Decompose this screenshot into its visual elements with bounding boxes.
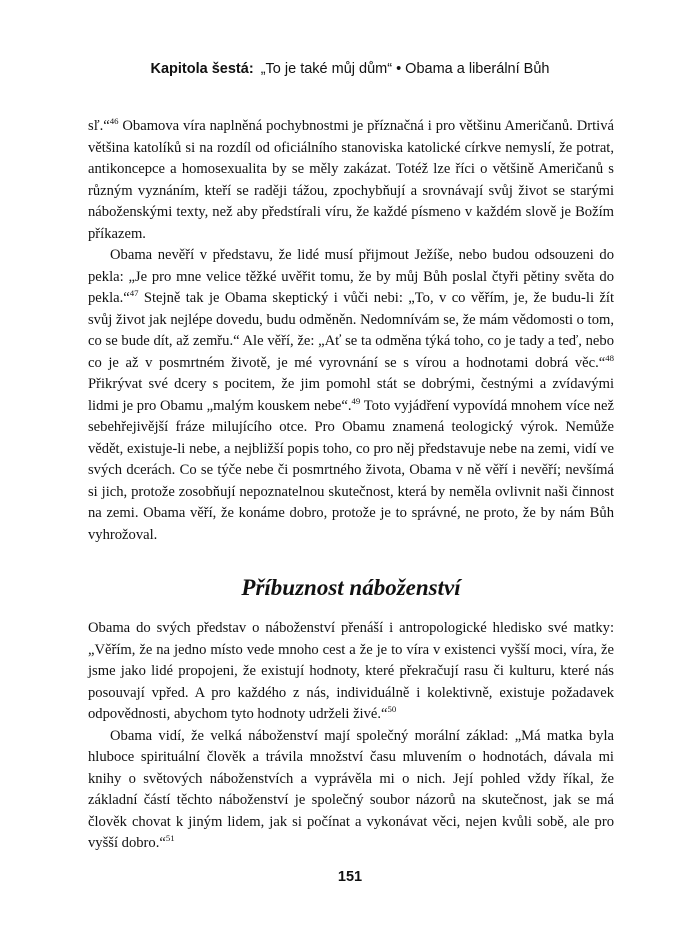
- section-heading: Příbuznost náboženství: [241, 575, 461, 600]
- chapter-title: „To je také můj dům“ • Obama a liberální Bůh: [260, 61, 550, 77]
- paragraphs-after-heading: [88, 618, 614, 855]
- footnote-reference: 50: [387, 704, 397, 715]
- paragraphs-before-heading: [88, 116, 614, 546]
- footnote-reference: 51: [165, 833, 175, 844]
- footnote-reference: 46: [109, 116, 119, 127]
- chapter-label: Kapitola šestá:: [150, 61, 254, 77]
- paragraph: Obama do svých představ o náboženství přenáší i antropologické hledisko své matky: „Věřím, že na jedno místo vede mnoho cest a že je to víra v existenci vyšší moci, víra, že jsme jako lidé propojeni, že existují hodnoty, které překračují rasu či kulturu, které nás posouvají vpřed. A pro každého z nás, individuálně i kolektivně, existuje požadavek odpovědnosti, abychom tyto hodnoty udrželi živé.“$^{50}$: [88, 620, 614, 722]
- page-number: 151: [337, 869, 363, 885]
- footnote-reference: 47: [129, 288, 139, 299]
- paragraph: Obama vidí, že velká náboženství mají společný morální základ: „Má matka byla hluboce spirituální člověk a trávila množství času mluvením o hodnotách, dávala mi knihy o světových náboženstvích a vyprávěla mi o nich. Její pohled vždy říkal, že základní částí těchto náboženství je společný soubor názorů na skutečnost, jak se má člověk chovat k jiným lidem, jak si počínat a vykonávat věci, nejen kvůli sobě, ale pro vyšší dobro.“$^{51}$: [88, 727, 614, 851]
- paragraph: Obama nevěří v představu, že lidé musí přijmout Ježíše, nebo budou odsouzeni do pekla: „Je pro mne velice těžké uvěřit tomu, že by můj Bůh poslal čtyři pětiny světa do pekla.“$^{47}$ Stejně tak je Obama skeptický i vůči nebi: „To, v co věřím, je, že budu-li žít svůj život jak nejlépe dovedu, budu odměněn. Nedomnívám se, že mám vědomosti o tom, co se bude dít, až zemřu.“ Ale věří, že: „Ať se ta odměna týká toho, co je tady a teď, nebo co je až v posmrtném životě, je mé vyrovnání se s vírou a hodnotami dobrá věc.“$^{48}$ Přikrývat své dcery s pocitem, že jim pomohl stát se dobrými, čestnými a zvídavými lidmi je pro Obamu „malým kouskem nebe“.$^{49}$ Toto vyjádření vypovídá mnohem více než sebehřejivější fráze milujícího otce. Pro Obamu znamená teologický výrok. Nemůže vědět, existuje-li nebe, a nejbližší popis toho, co pro něj představuje nebe na zemi, vidí ve svých dcerách. Co se týče nebe či posmrtného života, Obama v ně věří i nevěří; nevšímá si jich, protože zosobňují nepoznatelnou skutečnost, která by neměla ovlivnit naši činnost na zemi. Obama věří, že konáme dobro, protože je to správné, ne proto, že by nám Bůh vyhrožoval.: [88, 247, 614, 543]
- running-header: [0, 61, 700, 77]
- text-column: [88, 116, 614, 855]
- paragraph: sľ.“$^{46}$ Obamova víra naplněná pochybnostmi je příznačná i pro většinu Američanů. Drtivá většina katolíků si na rozdíl od oficiálního stanoviska katolické církve nemyslí, že potrat, antikoncepce a homosexualita by se měly zakázat. Totéž lze říci o většině Američanů s různým vyznáním, kteří se raději tážou, zpochybňují a srovnávají svůj život se starými náboženskými texty, než aby předstírali víru, že každé písmeno v každém slově je Božím příkazem.: [88, 116, 614, 242]
- footnote-reference: 49: [351, 395, 361, 406]
- footnote-reference: 48: [605, 352, 614, 363]
